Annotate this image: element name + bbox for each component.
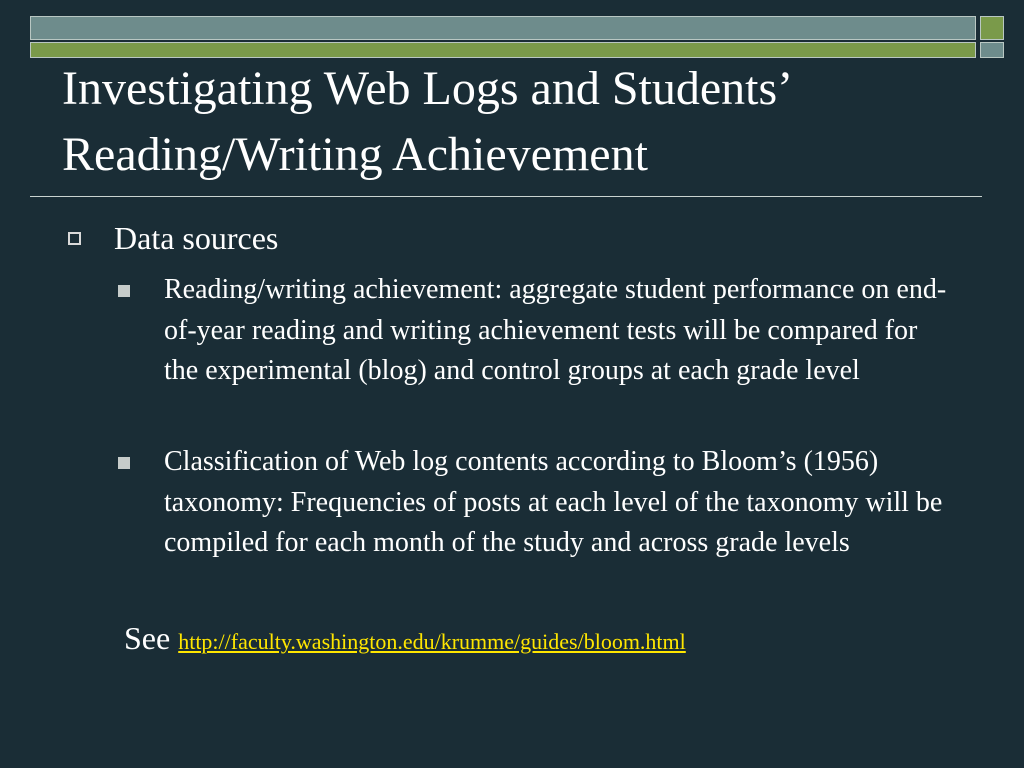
slide-title: [62, 56, 982, 188]
title-line-1: Investigating Web Logs and Students’: [62, 62, 794, 115]
title-divider: [30, 196, 982, 197]
see-reference: [124, 618, 686, 662]
see-label: See: [124, 620, 171, 656]
sub-bullet-text: Reading/writing achievement: aggregate student performance on end-of-year reading and writing achievement tests will be compared for the experimental (blog) and control groups at each grade level: [164, 274, 947, 386]
decorative-green-square: [980, 16, 1004, 40]
filled-square-bullet-icon: [118, 285, 130, 297]
bloom-guide-link[interactable]: http://faculty.washington.edu/krumme/guides/bloom.html: [178, 629, 686, 654]
decorative-teal-square: [980, 42, 1004, 58]
filled-square-bullet-icon: [118, 457, 130, 469]
bullet-text: Data sources: [114, 220, 279, 256]
hollow-square-bullet-icon: [68, 232, 81, 245]
title-line-2: Reading/Writing Achievement: [62, 128, 648, 181]
sub-bullet-text: Classification of Web log contents according to Bloom’s (1956) taxonomy: Frequencies of posts at each level of the taxonomy will be compiled for each month of the study and across grade levels: [164, 446, 943, 558]
decorative-top-bar: [30, 16, 976, 40]
